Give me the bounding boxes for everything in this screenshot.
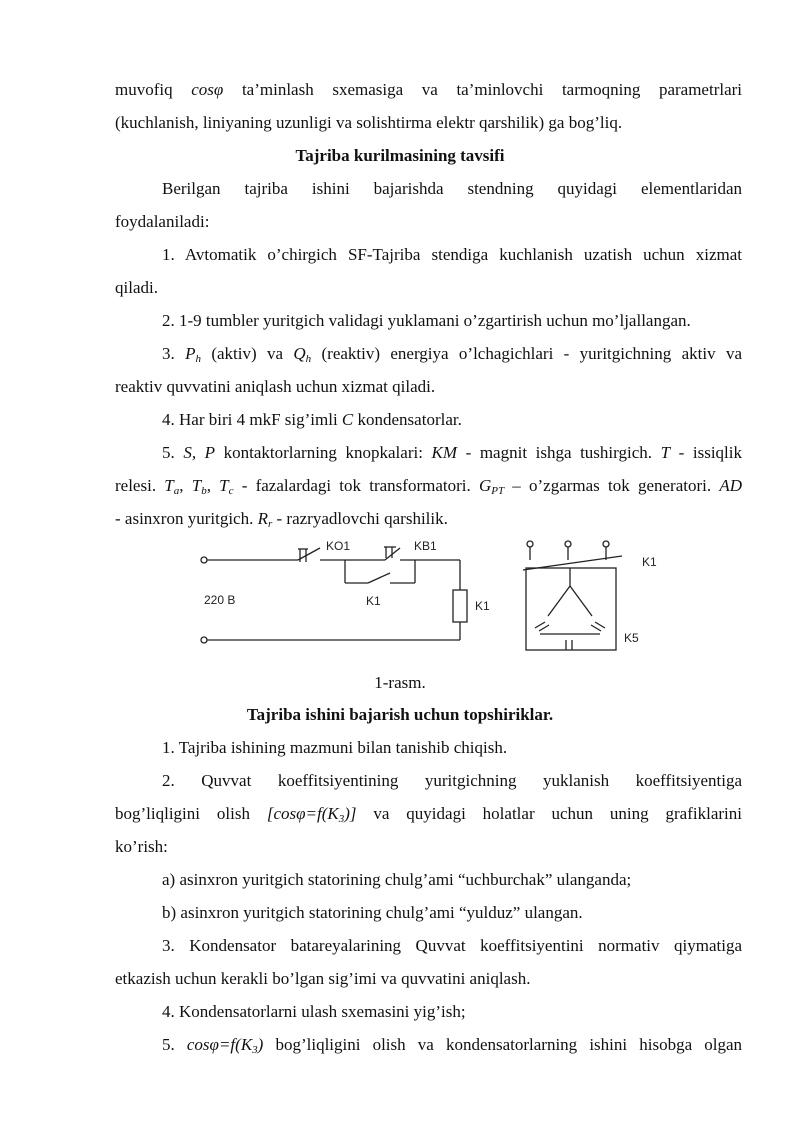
task-5: 5. $\cos\varphi=f(K_3)$ bog’liqligini olish va kondensatorlarning ishini hisobga olgan xyxy=(162,1035,743,1056)
capacitor-right xyxy=(595,622,605,628)
k5-label: K5 xyxy=(624,631,639,645)
list-item-2: 2. 1-9 tumbler yuritgich validagi yuklamani o’zgartirish uchun mo’ljallangan. xyxy=(162,311,691,330)
list-item-4: 4. Har biri 4 mkF sig’imli C kondensatorlar. xyxy=(162,410,462,429)
k1-right-label: K1 xyxy=(642,555,657,569)
task-2: 2. Quvvat koeffitsiyentining yuritgichning yuklanish koeffitsiyentiga xyxy=(162,771,742,790)
capacitor-box xyxy=(526,568,616,650)
text-line-6: qiladi. xyxy=(115,278,158,297)
figure-caption: 1-rasm. xyxy=(374,673,426,692)
list-item-3: 3. $P_h$ (aktiv) va $Q_h$ (reaktiv) energiya o’lchagichlari - yuritgichning aktiv va xyxy=(162,344,742,365)
text-line-17: ko’rish: xyxy=(115,837,168,856)
text-line-13: - asinxron yuritgich. $R_r$ - razryadlovchi qarshilik. xyxy=(115,509,448,530)
section-heading-description: Tajriba kurilmasining tavsifi xyxy=(295,146,505,165)
text-line-4: foydalaniladi: xyxy=(115,212,210,231)
text-line-21: etkazish uchun kerakli bo’lgan sig’imi va quvvatini aniqlash. xyxy=(115,969,531,988)
task-4: 4. Kondensatorlarni ulash sxemasini yig’ish; xyxy=(162,1002,466,1021)
section-heading-tasks: Tajriba ishini bajarish uchun topshiriklar. xyxy=(246,705,554,724)
circuit-diagram xyxy=(190,530,670,658)
ko1-switch xyxy=(298,548,320,560)
text-line-3: Berilgan tajriba ishini bajarishda stendning quyidagi elementlaridan xyxy=(162,179,742,198)
kb1-label: KB1 xyxy=(414,539,437,553)
task-2b: b) asinxron yuritgich statorining chulg’ami “yulduz” ulangan. xyxy=(162,903,583,922)
text-line-12: relesi. $T_a$, $T_b$, $T_c$ - fazalardagi tok transformatori. $G_{PT}$ – o’zgarmas tok generatori. AD xyxy=(115,476,742,497)
capacitor-left xyxy=(535,622,545,628)
voltage-label: 220 B xyxy=(204,593,236,607)
terminal-bottom xyxy=(201,637,207,643)
terminal-top xyxy=(201,557,207,563)
text-line-9: reaktiv quvvatini aniqlash uchun xizmat qiladi. xyxy=(115,377,436,396)
task-1: 1. Tajriba ishining mazmuni bilan tanishib chiqish. xyxy=(162,738,508,757)
list-item-1: 1. Avtomatik o’chirgich SF-Tajriba stendiga kuchlanish uzatish uchun xizmat xyxy=(162,245,742,264)
ko1-label: KO1 xyxy=(326,539,351,553)
k1-coil xyxy=(453,590,467,622)
k1-coil-label: K1 xyxy=(475,599,490,613)
text-line-2: (kuchlanish, liniyaning uzunligi va solishtirma elektr qarshilik) ga bog’liq. xyxy=(115,113,623,132)
text-line-1: muvofiq cosφ ta’minlash sxemasiga va ta’minlovchi tarmoqning parametrlari xyxy=(115,80,743,99)
task-3: 3. Kondensator batareyalarining Quvvat koeffitsiyentini normativ qiymatiga xyxy=(162,936,742,955)
k1-contact xyxy=(368,573,390,583)
k1-contact-label: K1 xyxy=(366,594,381,608)
text-line-16: bog’liqligini olish $[\cos\varphi=f(K_3)]$ va quyidagi holatlar uchun uning grafiklarini xyxy=(115,804,742,825)
list-item-5: 5. S, P kontaktorlarning knopkalari: KM - magnit ishga tushirgich. T - issiqlik xyxy=(162,443,742,462)
task-2a: a) asinxron yuritgich statorining chulg’ami “uchburchak” ulanganda; xyxy=(162,870,632,889)
